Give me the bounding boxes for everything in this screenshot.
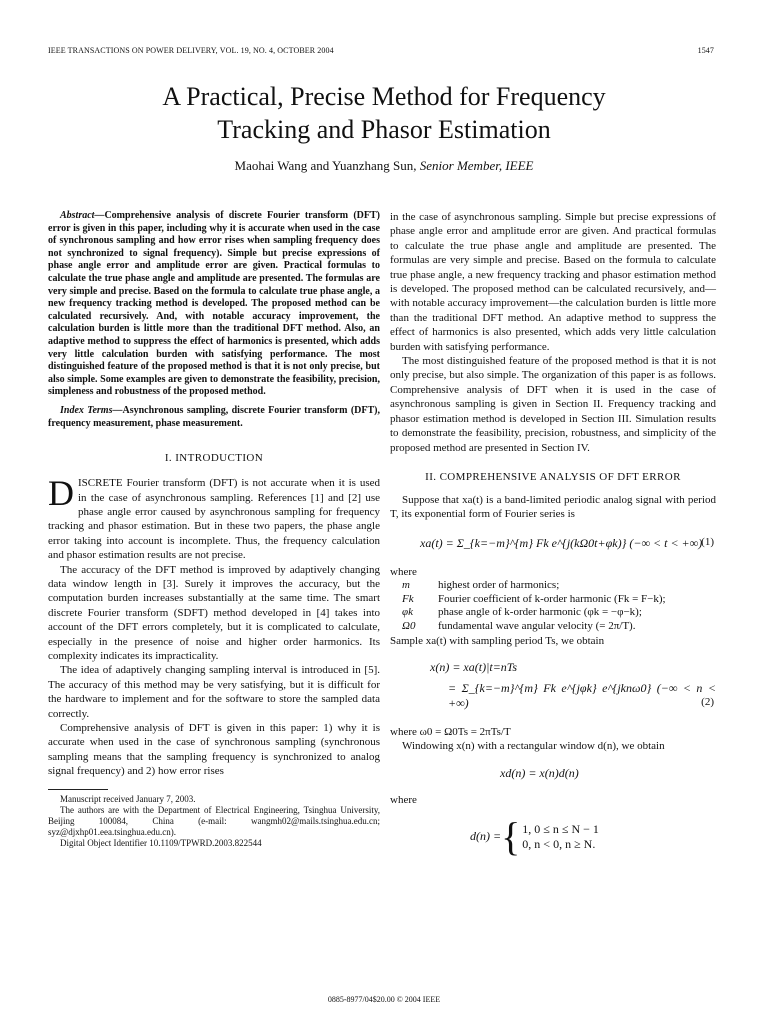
definition-symbol: φk <box>402 606 413 619</box>
equation-4-case-2: 0, n < 0, n ≥ N. <box>522 836 596 851</box>
intro-paragraph-1 <box>48 473 380 562</box>
equation-3-body: xd(n) = x(n)d(n) <box>500 765 579 780</box>
footnote-affiliation: The authors are with the Department of Electrical Engineering, Tsinghua University, Beijing 100084, China (e-mail: wangmh02@mails.tsinghua.edu.cn; syz@djxhp01.eea.tsinghua.edu.cn). <box>48 804 380 837</box>
where-label-2: where ω0 = Ω0Ts = 2πTs/T <box>390 725 511 738</box>
section-1-heading: I. INTRODUCTION <box>164 452 264 465</box>
page-number: 1547 <box>697 46 714 55</box>
section-2-paragraph-1: Suppose that xa(t) is a band-limited periodic analog signal with period T, its exponential form of Fourier series is <box>390 493 716 521</box>
author-names: Maohai Wang and Yuanzhang Sun, <box>234 158 417 173</box>
right-paragraph-2: The most distinguished feature of the proposed method is that it is not only precise, but also simple. The organization of this paper is as follows. Comprehensive analysis of DFT when it is used in the case of asynchronous sampling is given in Section II. Frequency tracking and phasor estimation method is developed in Section III. Simulation results to demonstrate the feasibility, precision, robustness, and simplicity of the proposed method are presented in Section IV. <box>390 355 716 454</box>
copyright-footer: 0885-8977/04$20.00 © 2004 IEEE <box>327 995 441 1004</box>
intro-p1-text: ISCRETE Fourier transform (DFT) is not accurate when it is used in the case of asynchronous sampling. References [1] and [2] use phase angle error caused by asynchronous sampling for frequency tracking and phasor estimation. But in these two papers, the phase angle error taking into account is incomplete. Thus, the frequency calculation and phasor estimation results are not precise. <box>48 477 380 562</box>
brace-symbol: { <box>501 814 521 860</box>
title-line-2: Tracking and Phasor Estimation <box>217 115 551 144</box>
abstract-text: Comprehensive analysis of discrete Fourier transform (DFT) error is given in this paper, including why it is accurate when used in the case of synchronous sampling and how error rises when sampling frequency does not synchronized to signal frequency). Simple but precise expressions of phase angle error and amplitude error are given. Practical formulas to calculate the true phase angle and amplitude are presented. The formulas are very simple and precise. Based on the formula to calculate true phase angle, a new frequency tracking method is developed. The proposed method can be calculated recursively. And, with notable accuracy improvement, the calculation burden is little more than the traditional DFT method. Also, an adaptive method to suppress the effect of harmonics is presented, which adds very little calculation burden with satisfying performance. The most distinguished feature of the proposed method is that it is not only precise, but also simple. Some examples are given to demonstrate the feasibility, precision, simpleness and robustness of the proposed method. <box>48 210 380 398</box>
definition-text: phase angle of k-order harmonic (φk = −φ−k); <box>438 606 642 619</box>
intro-paragraph-2: The accuracy of the DFT method is improved by adaptively changing data window length in [3]. Surely it improves the accuracy, but the computation burden increases substantially at the same time. The smart discrete Fourier transform (SDFT) method developed in [4] takes into account of the DFT errors completely, but it is complicated to calculate, especially in the presence of noise and higher order harmonics. Its complexity indicates its impracticality. <box>48 563 380 662</box>
title-line-1: A Practical, Precise Method for Frequency <box>162 82 606 111</box>
definition-text: highest order of harmonics; <box>438 579 560 592</box>
index-terms-label: Index Terms— <box>60 404 123 416</box>
equation-1-number: (1) <box>701 535 714 548</box>
index-terms-text: Asynchronous sampling, discrete Fourier transform (DFT), frequency measurement, phase measurement. <box>48 404 380 429</box>
equation-3 <box>500 766 716 781</box>
equation-4 <box>470 813 716 860</box>
footnote-received: Manuscript received January 7, 2003. <box>60 793 196 804</box>
definition-symbol: Ω0 <box>402 619 416 632</box>
equation-2a <box>430 660 716 675</box>
footnote-rule <box>48 789 108 790</box>
equation-2a-body: x(n) = xa(t)|t=nTs <box>430 659 518 674</box>
definition-symbol: Fk <box>402 592 414 605</box>
equation-4-case-1: 1, 0 ≤ n ≤ N − 1 <box>522 821 599 836</box>
section-2-heading: II. COMPREHENSIVE ANALYSIS OF DFT ERROR <box>425 470 681 483</box>
footnote-doi: Digital Object Identifier 10.1109/TPWRD.2003.822544 <box>60 837 262 848</box>
paper-title <box>40 80 728 146</box>
equation-2-number: (2) <box>701 695 714 708</box>
windowing-sentence: Windowing x(n) with a rectangular window d(n), we obtain <box>402 740 665 753</box>
abstract <box>48 210 380 399</box>
drop-cap: D <box>48 473 74 514</box>
equation-2b <box>448 681 716 711</box>
symbol-definitions <box>390 579 716 633</box>
where-label-3: where <box>390 793 417 806</box>
equation-4-lhs: d(n) = <box>470 829 502 844</box>
definition-text: fundamental wave angular velocity (= 2π/T). <box>438 619 636 632</box>
equation-4-cases <box>522 822 599 852</box>
abstract-label: Abstract— <box>60 210 105 221</box>
definition-symbol: m <box>402 579 410 592</box>
journal-header: IEEE TRANSACTIONS ON POWER DELIVERY, VOL. 19, NO. 4, OCTOBER 2004 <box>48 46 334 55</box>
index-terms <box>48 405 380 430</box>
author-role: Senior Member, IEEE <box>419 158 534 173</box>
intro-paragraph-4: Comprehensive analysis of DFT is given in this paper: 1) why it is accurate when used in the case of synchronous sampling (synchronous sampling means that the sampling frequency is synchronized to analog signal frequency) and 2) how error rises <box>48 722 380 778</box>
intro-paragraph-3: The idea of adaptively changing sampling interval is introduced in [5]. The accuracy of this method may be very satisfying, but it is difficult for the hardware to implement and for the software to store the sampled data correctly. <box>48 664 380 720</box>
author-line <box>40 158 728 174</box>
equation-2b-body: = Σ_{k=−m}^{m} Fk e^{jφk} e^{jknω0} (−∞ < n < +∞) <box>448 680 716 710</box>
right-column <box>390 210 716 860</box>
right-paragraph-1: in the case of asynchronous sampling. Simple but precise expressions of phase angle error and amplitude error are given. And practical formulas to calculate the true phase angle and amplitude are presented. The formulas are very simple and precise. Based on the formula to calculate true phase angle, a new frequency tracking and phasor estimation method is developed. The proposed method can be calculated recursively, and—with notable accuracy improvement—the calculation burden is little more than the traditional DFT method. An adaptive method to suppress the effect of harmonics is also presented, which adds very little calculation burden with satisfying performance. <box>390 211 716 353</box>
where-label-1: where <box>390 565 417 578</box>
definition-text: Fourier coefficient of k-order harmonic (Fk = F−k); <box>438 592 666 605</box>
left-column <box>48 210 380 849</box>
equation-1-body: xa(t) = Σ_{k=−m}^{m} Fk e^{j(kΩ0t+φk)} (−∞ < t < +∞) <box>420 535 703 550</box>
equation-1 <box>420 536 716 551</box>
sample-sentence: Sample xa(t) with sampling period Ts, we obtain <box>390 634 605 647</box>
